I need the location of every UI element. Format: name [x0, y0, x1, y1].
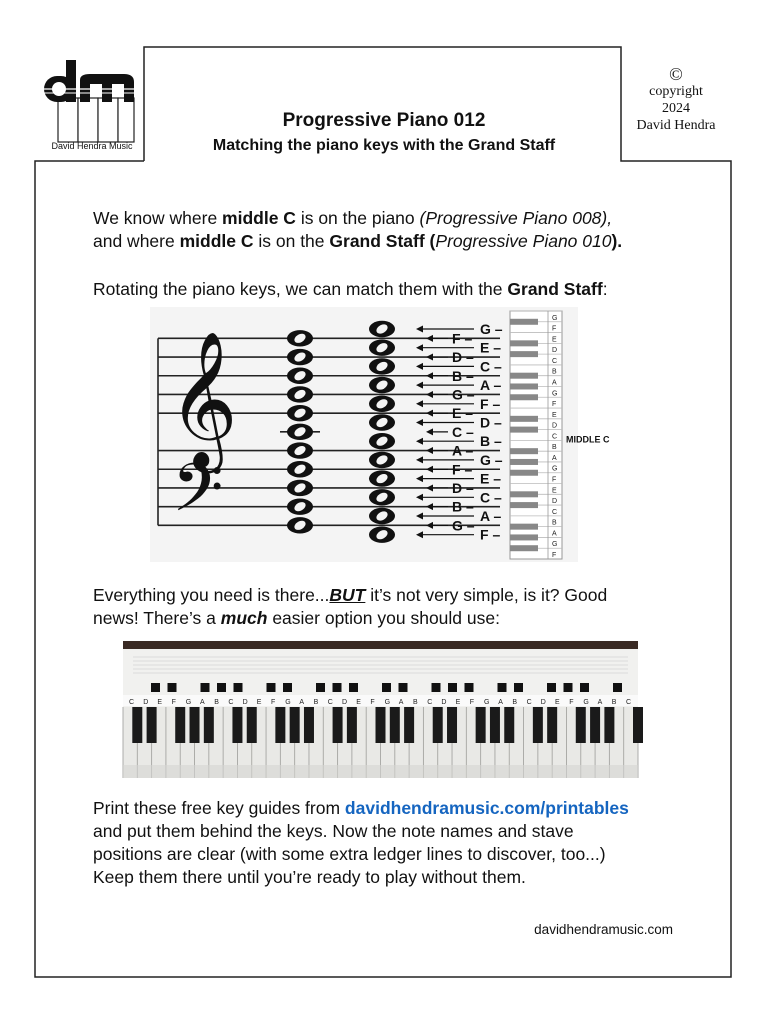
guide-letter: C	[526, 699, 532, 706]
black-key	[510, 340, 538, 346]
black-key	[204, 707, 214, 743]
guide-letter: C	[427, 699, 433, 706]
print-paragraph	[93, 797, 629, 889]
key-label: F	[552, 325, 557, 333]
key-label: C	[552, 508, 558, 516]
key-label: A	[552, 530, 557, 538]
print-line: and put them behind the keys. Now the note names and stave	[93, 821, 574, 841]
key-label: F	[552, 476, 557, 484]
guide-letter: E	[356, 699, 361, 706]
guide-letter: F	[171, 699, 176, 706]
key-label: A	[552, 454, 557, 462]
everything-text: easier option you should use:	[267, 608, 500, 628]
intro-italic: Progressive Piano 010	[435, 231, 612, 251]
intro-text: We know where	[93, 208, 223, 228]
black-key	[347, 707, 357, 743]
black-key	[510, 448, 538, 454]
black-key	[147, 707, 157, 743]
key-label: B	[552, 368, 557, 376]
guide-black-marker	[564, 683, 573, 692]
note-letter: G –	[452, 386, 475, 403]
note-letter: A –	[452, 442, 474, 459]
black-key	[510, 394, 538, 400]
black-key	[247, 707, 257, 743]
guide-letter: D	[143, 699, 149, 706]
guide-black-marker	[333, 683, 342, 692]
everything-text: Everything you need is there...	[93, 585, 330, 605]
rotating-paragraph	[93, 278, 608, 301]
copyright-year: 2024	[662, 101, 690, 116]
intro-bold: middle C	[222, 208, 296, 228]
key-label: G	[552, 390, 558, 398]
guide-letter: A	[398, 699, 404, 706]
guide-letter: B	[214, 699, 219, 706]
guide-letter: G	[583, 699, 589, 706]
note-letter: E –	[452, 405, 474, 422]
copyright-symbol: ©	[669, 64, 683, 84]
guide-letter: A	[299, 699, 305, 706]
copyright-block	[624, 66, 728, 134]
black-key	[510, 383, 538, 389]
black-key	[390, 707, 400, 743]
rotating-end: :	[602, 279, 608, 299]
black-key	[604, 707, 614, 743]
note-letter: B –	[480, 433, 502, 450]
black-key	[510, 427, 538, 433]
key-label: F	[552, 401, 557, 409]
guide-letter: A	[200, 699, 205, 706]
note-letter: F –	[480, 526, 501, 543]
guide-letter: C	[327, 699, 333, 706]
guide-letter: G	[185, 699, 192, 706]
piano-key-guide-photo	[123, 641, 638, 778]
rotating-text: Rotating the piano keys, we can match them with the	[93, 279, 508, 299]
guide-black-marker	[580, 683, 589, 692]
note-letter: G –	[452, 517, 475, 534]
guide-black-marker	[514, 683, 523, 692]
note-letter: A –	[480, 508, 502, 524]
note-letter: E –	[480, 339, 502, 356]
guide-black-marker	[382, 683, 391, 692]
guide-letter: B	[611, 699, 617, 706]
black-key	[433, 707, 443, 743]
black-key	[290, 707, 300, 743]
guide-letter: F	[271, 699, 276, 706]
note-letter: G –	[480, 451, 503, 468]
everything-paragraph	[93, 584, 607, 630]
treble-clef-icon: 𝄞	[168, 329, 238, 468]
middle-c-label: MIDDLE C	[566, 434, 610, 445]
guide-black-marker	[465, 683, 474, 692]
guide-letter: D	[342, 699, 348, 706]
note-letter: G –	[480, 321, 503, 337]
page-subtitle: Matching the piano keys with the Grand Staff	[212, 137, 556, 154]
guide-letter: G	[285, 699, 291, 706]
black-key	[590, 707, 600, 743]
black-key	[533, 707, 543, 743]
rotating-bold: Grand Staff	[507, 279, 603, 299]
key-label: D	[552, 347, 558, 355]
guide-letter: B	[313, 699, 319, 706]
note-letter: C –	[480, 358, 502, 375]
guide-black-marker	[201, 683, 210, 692]
key-label: F	[552, 552, 557, 559]
guide-black-marker	[217, 683, 226, 692]
key-label: D	[552, 498, 558, 506]
guide-letter: F	[370, 699, 375, 706]
guide-letter: C	[228, 699, 234, 706]
guide-black-marker	[234, 683, 243, 692]
key-label: G	[552, 465, 558, 473]
intro-bold: ).	[611, 231, 623, 251]
guide-letter: C	[626, 699, 632, 706]
black-key	[510, 459, 538, 465]
page-title: Progressive Piano 012	[282, 110, 486, 131]
note-letter: F –	[480, 395, 501, 412]
guide-letter: A	[498, 699, 503, 706]
guide-letter: A	[597, 699, 603, 706]
black-key	[132, 707, 142, 743]
black-key	[510, 416, 538, 422]
note-letter: B –	[452, 498, 474, 515]
bass-clef-icon: 𝄢	[172, 449, 224, 543]
black-key	[510, 534, 538, 540]
note-letter: C –	[480, 489, 502, 506]
black-key	[510, 470, 538, 476]
guide-letter: E	[455, 699, 461, 706]
guide-letter: D	[540, 699, 546, 706]
note-letter: C –	[452, 423, 474, 440]
guide-black-marker	[613, 683, 622, 692]
intro-text: and where	[93, 231, 180, 251]
copyright-name: David Hendra	[636, 118, 716, 133]
guide-black-marker	[432, 683, 441, 692]
guide-black-marker	[283, 683, 292, 692]
guide-letter: E	[555, 699, 560, 706]
intro-paragraph	[93, 207, 622, 253]
black-key	[510, 373, 538, 379]
intro-bold: (	[424, 231, 436, 251]
guide-letter: E	[256, 699, 262, 706]
black-key	[175, 707, 185, 743]
key-label: E	[552, 487, 557, 495]
copyright-word: copyright	[649, 84, 703, 99]
guide-letter: E	[157, 699, 163, 706]
black-key	[304, 707, 314, 743]
print-line: positions are clear (with some extra ledger lines to discover, too...)	[93, 844, 606, 864]
guide-black-marker	[349, 683, 358, 692]
guide-letter: G	[484, 699, 490, 706]
key-label: C	[552, 433, 558, 441]
key-label: E	[552, 336, 557, 344]
black-key	[447, 707, 457, 743]
guide-letter: F	[569, 699, 574, 706]
everything-text: it’s not very simple, is it? Good	[365, 585, 608, 605]
guide-letter: B	[512, 699, 518, 706]
guide-black-marker	[168, 683, 177, 692]
black-key	[510, 502, 538, 508]
note-letter: B –	[452, 367, 474, 384]
intro-text: is on the	[253, 231, 330, 251]
intro-italic: (Progressive Piano 008),	[419, 208, 613, 228]
black-key	[504, 707, 514, 743]
note-letter: E –	[480, 470, 502, 487]
key-label: E	[552, 411, 557, 419]
key-label: A	[552, 379, 557, 387]
key-label: G	[552, 541, 558, 549]
guide-letter: F	[469, 699, 475, 706]
black-key	[232, 707, 242, 743]
key-label: D	[552, 422, 558, 430]
note-letter: F –	[452, 330, 473, 347]
guide-black-marker	[448, 683, 457, 692]
key-front-shade	[123, 765, 638, 778]
black-key	[510, 491, 538, 497]
black-key	[510, 319, 538, 325]
intro-bold: middle C	[179, 231, 254, 251]
note-letter: F –	[452, 461, 473, 478]
note-letter: D –	[480, 414, 502, 431]
print-line: Keep them there until you’re ready to play without them.	[93, 867, 526, 887]
black-key	[510, 545, 538, 551]
key-label: G	[552, 314, 558, 322]
footer-site: davidhendramusic.com	[534, 922, 673, 937]
black-key	[476, 707, 486, 743]
guide-black-marker	[547, 683, 556, 692]
key-label: B	[552, 519, 557, 527]
black-key	[576, 707, 586, 743]
black-key	[510, 351, 538, 357]
everything-text: news! There’s a	[93, 608, 221, 628]
guide-black-marker	[151, 683, 160, 692]
black-key	[510, 524, 538, 530]
key-label: B	[552, 444, 557, 452]
guide-letter: D	[441, 699, 447, 706]
guide-letter: C	[129, 699, 135, 706]
intro-text: is on the piano	[295, 208, 420, 228]
print-text: Print these free key guides from	[93, 798, 345, 818]
logo-caption: David Hendra Music	[51, 141, 133, 151]
guide-letter: B	[413, 699, 418, 706]
key-label: C	[552, 357, 558, 365]
everything-much: much	[220, 608, 268, 628]
black-key	[190, 707, 200, 743]
note-letter: A –	[480, 377, 502, 394]
grand-staff-diagram	[150, 307, 610, 562]
printables-link[interactable]: davidhendramusic.com/printables	[344, 798, 629, 818]
black-key	[376, 707, 386, 743]
guide-black-marker	[399, 683, 408, 692]
guide-letter: G	[384, 699, 391, 706]
guide-black-marker	[267, 683, 276, 692]
black-key	[490, 707, 500, 743]
black-key	[275, 707, 285, 743]
black-key	[547, 707, 557, 743]
guide-black-marker	[498, 683, 507, 692]
black-key	[404, 707, 414, 743]
black-key	[333, 707, 343, 743]
note-letter: D –	[452, 479, 474, 496]
everything-but: BUT	[329, 585, 366, 605]
guide-letter: D	[242, 699, 248, 706]
black-key	[633, 707, 643, 743]
intro-bold: Grand Staff	[329, 231, 425, 251]
guide-black-marker	[316, 683, 325, 692]
note-letter: D –	[452, 349, 474, 366]
